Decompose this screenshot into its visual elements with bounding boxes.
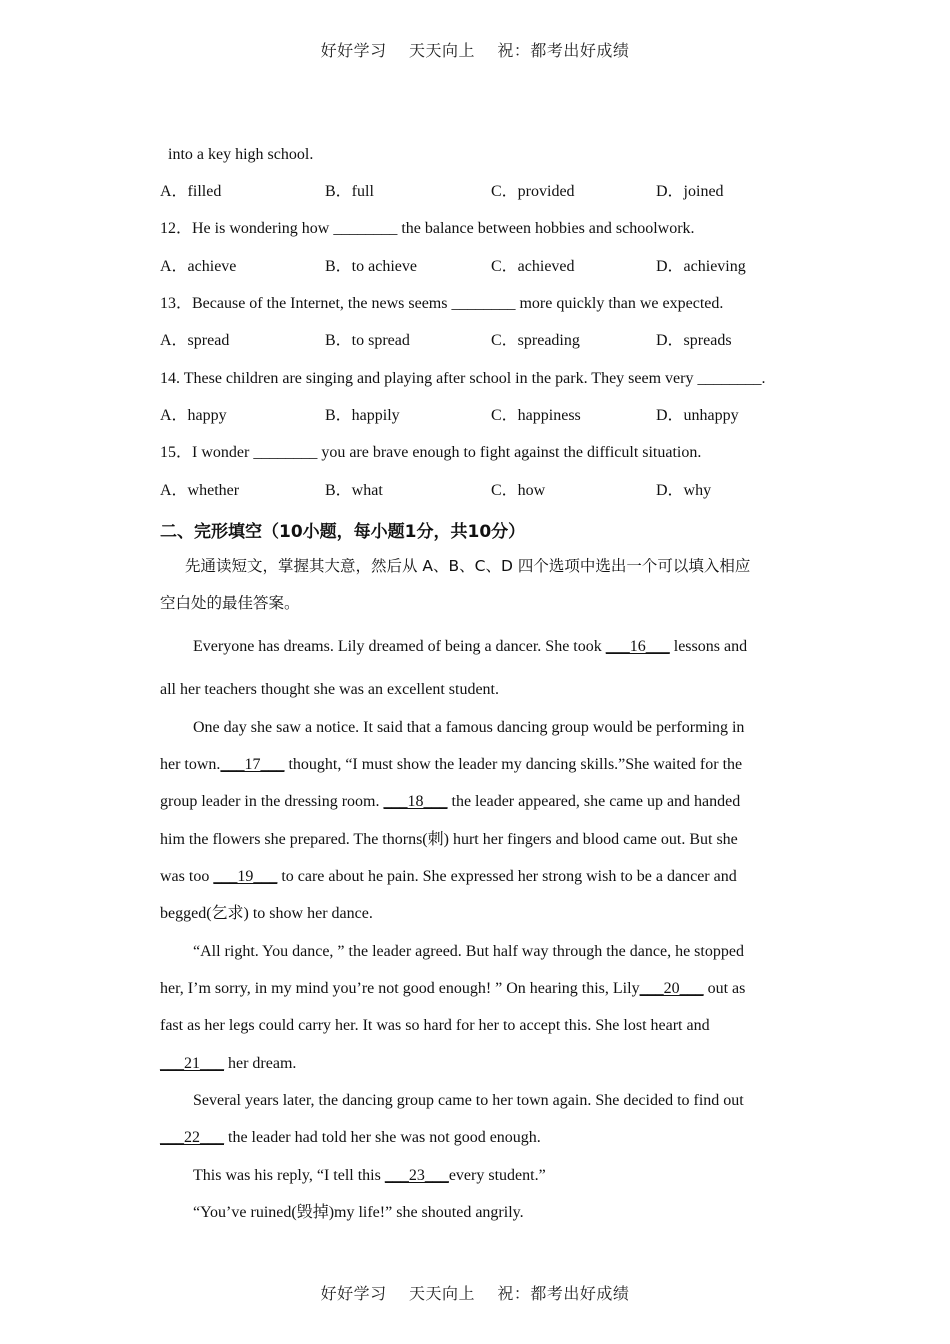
- passage-text: the leader appeared, she came up and handed: [447, 793, 741, 810]
- passage-text: the leader had told her she was not good enough.: [224, 1129, 541, 1146]
- passage-text: her dream.: [224, 1055, 297, 1072]
- q13-option-c[interactable]: C．spreading: [491, 332, 580, 349]
- q13-options: [0, 331, 950, 351]
- q14-option-a[interactable]: A．happy: [160, 407, 227, 424]
- q12-option-c[interactable]: C．achieved: [491, 258, 575, 275]
- passage-text: every student.”: [448, 1167, 546, 1184]
- header-motto-3: 祝：都考出好成绩: [497, 41, 630, 60]
- passage-line: [160, 1128, 541, 1148]
- q12-option-a[interactable]: A．achieve: [160, 258, 237, 275]
- q11-option-d[interactable]: D．joined: [656, 183, 724, 200]
- blank-22[interactable]: ___22___: [160, 1129, 224, 1146]
- q11-options: [0, 182, 950, 202]
- q14-stem: 14. These children are singing and playing after school in the park. They seem very ________.: [160, 370, 766, 387]
- passage-line: [160, 867, 737, 887]
- passage-line: [193, 1166, 546, 1186]
- blank-18[interactable]: ___18___: [383, 793, 448, 810]
- passage-line: [160, 1054, 296, 1074]
- passage-line: “All right. You dance, ” the leader agreed. But half way through the dance, he stopped: [193, 943, 744, 960]
- passage-line: him the flowers she prepared. The thorns(刺) hurt her fingers and blood came out. But she: [160, 831, 738, 848]
- q12-options: [0, 257, 950, 277]
- footer-motto-2: 天天向上: [408, 1284, 475, 1303]
- passage-line: [193, 637, 747, 657]
- q14-option-c[interactable]: C．happiness: [491, 407, 581, 424]
- header-motto-2: 天天向上: [408, 41, 475, 60]
- q15-stem: 15．I wonder ________ you are brave enough to fight against the difficult situation.: [160, 444, 702, 461]
- q15-options: [0, 481, 950, 501]
- blank-19[interactable]: ___19___: [213, 868, 278, 885]
- passage-text: to care about he pain. She expressed her strong wish to be a dancer and: [277, 868, 737, 885]
- passage-text: her, I’m sorry, in my mind you’re not good enough! ” On hearing this, Lily: [160, 980, 640, 997]
- page-header: [0, 38, 950, 61]
- blank-23[interactable]: ___23___: [384, 1167, 449, 1184]
- passage-line: begged(乞求) to show her dance.: [160, 905, 373, 922]
- q11-option-b[interactable]: B．full: [325, 183, 374, 200]
- blank-21[interactable]: ___21___: [160, 1055, 224, 1072]
- footer-motto-3: 祝：都考出好成绩: [497, 1284, 630, 1303]
- q15-option-a[interactable]: A．whether: [160, 482, 240, 499]
- q11-tail: into a key high school.: [168, 146, 314, 163]
- passage-text: This was his reply, “I tell this: [193, 1167, 385, 1184]
- passage-text: thought, “I must show the leader my dancing skills.”She waited for the: [284, 756, 743, 773]
- q13-option-d[interactable]: D．spreads: [656, 332, 732, 349]
- q15-option-d[interactable]: D．why: [656, 482, 712, 499]
- passage-text: lessons and: [669, 638, 748, 655]
- passage-text: out as: [703, 980, 746, 997]
- passage-line: [160, 792, 740, 812]
- passage-text: was too: [160, 868, 214, 885]
- q13-option-b[interactable]: B．to spread: [325, 332, 410, 349]
- blank-17[interactable]: ___17___: [220, 756, 285, 773]
- passage-text: her town.: [160, 756, 221, 773]
- q12-option-d[interactable]: D．achieving: [656, 258, 746, 275]
- q14-options: [0, 406, 950, 426]
- blank-20[interactable]: ___20___: [639, 980, 704, 997]
- passage-line: Several years later, the dancing group came to her town again. She decided to find out: [193, 1092, 744, 1109]
- page-footer: [0, 1281, 950, 1304]
- q14-option-b[interactable]: B．happily: [325, 407, 400, 424]
- q12-option-b[interactable]: B．to achieve: [325, 258, 417, 275]
- passage-line: One day she saw a notice. It said that a famous dancing group would be performing in: [193, 719, 745, 736]
- passage-line: all her teachers thought she was an excellent student.: [160, 681, 499, 698]
- passage-line: [160, 979, 745, 999]
- section-title: 二、完形填空（10小题，每小题1分，共10分）: [160, 522, 526, 542]
- q15-option-c[interactable]: C．how: [491, 482, 546, 499]
- q15-option-b[interactable]: B．what: [325, 482, 383, 499]
- passage-line: “You’ve ruined(毁掉)my life!” she shouted angrily.: [193, 1204, 524, 1221]
- q13-stem: 13．Because of the Internet, the news seems ________ more quickly than we expected.: [160, 295, 724, 312]
- passage-line: fast as her legs could carry her. It was so hard for her to accept this. She lost heart and: [160, 1017, 710, 1034]
- header-motto-1: 好好学习: [320, 41, 387, 60]
- passage-text: Everyone has dreams. Lily dreamed of being a dancer. She took: [193, 638, 606, 655]
- section-instructions-2: 空白处的最佳答案。: [160, 594, 300, 612]
- q11-option-a[interactable]: A．filled: [160, 183, 222, 200]
- section-instructions-1: 先通读短文，掌握其大意，然后从 A、B、C、D 四个选项中选出一个可以填入相应: [185, 557, 751, 575]
- footer-motto-1: 好好学习: [320, 1284, 387, 1303]
- q14-option-d[interactable]: D．unhappy: [656, 407, 739, 424]
- q11-option-c[interactable]: C．provided: [491, 183, 575, 200]
- blank-16[interactable]: ___16___: [605, 638, 670, 655]
- q12-stem: 12．He is wondering how ________ the balance between hobbies and schoolwork.: [160, 220, 695, 237]
- passage-line: [160, 755, 742, 775]
- passage-text: group leader in the dressing room.: [160, 793, 384, 810]
- q13-option-a[interactable]: A．spread: [160, 332, 230, 349]
